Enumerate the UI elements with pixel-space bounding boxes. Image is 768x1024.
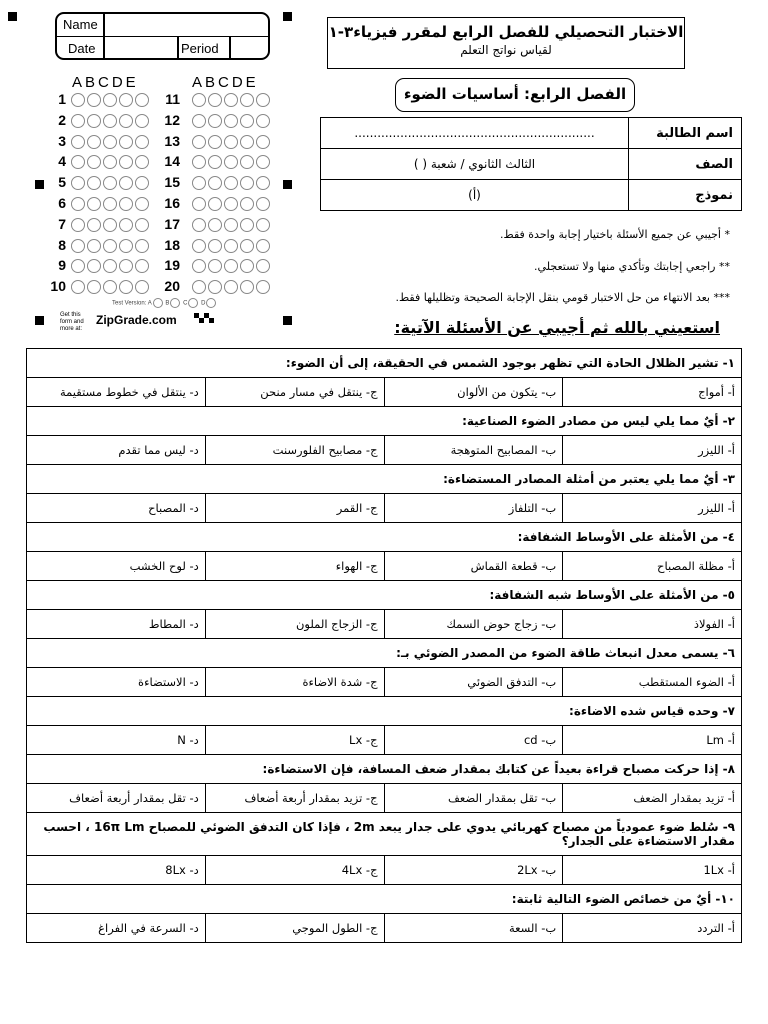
- answer-bubble[interactable]: [71, 135, 85, 149]
- registration-mark: [35, 180, 44, 189]
- answer-number: 16: [164, 195, 180, 211]
- answer-bubble[interactable]: [71, 155, 85, 169]
- answer-bubble[interactable]: [87, 135, 101, 149]
- answer-bubble[interactable]: [192, 93, 206, 107]
- options-row: [27, 378, 742, 407]
- answer-bubble[interactable]: [256, 93, 270, 107]
- answer-bubble[interactable]: [208, 239, 222, 253]
- option-d[interactable]: د- المطاط: [27, 610, 206, 639]
- answer-bubble[interactable]: [87, 197, 101, 211]
- option-a[interactable]: أ- أمواج: [563, 378, 742, 407]
- answer-bubble[interactable]: [103, 114, 117, 128]
- answer-bubble[interactable]: [192, 135, 206, 149]
- answer-bubble-row: [71, 218, 149, 232]
- model-value: (أ): [321, 180, 629, 211]
- answer-number: 2: [58, 111, 66, 128]
- answer-bubble[interactable]: [192, 176, 206, 190]
- option-a[interactable]: أ- الفولاذ: [563, 610, 742, 639]
- answer-bubble[interactable]: [256, 280, 270, 294]
- option-a[interactable]: أ- الليزر: [563, 436, 742, 465]
- answer-bubble[interactable]: [240, 135, 254, 149]
- question-text: ٢- أيٌ مما يلي ليس من مصادر الضوء الصناعية:: [27, 407, 742, 436]
- option-a[interactable]: أ- مظلة المصباح: [563, 552, 742, 581]
- registration-mark: [8, 12, 17, 21]
- answer-bubble[interactable]: [103, 239, 117, 253]
- option-a[interactable]: أ- الليزر: [563, 494, 742, 523]
- question-row: [27, 349, 742, 378]
- answer-bubble[interactable]: [224, 176, 238, 190]
- class-value: الثالث الثانوي / شعبة ( ): [321, 149, 629, 180]
- option-c[interactable]: ج- Lx: [205, 726, 384, 755]
- instruction-2: ** راجعي إجابتك وتأكدي منها ولا تستعجلي.: [534, 260, 730, 273]
- answer-bubble[interactable]: [224, 114, 238, 128]
- question-text: ١- تشير الظلال الحادة التي تظهر بوجود الشمس في الحقيقة، إلى أن الضوء:: [27, 349, 742, 378]
- student-info-table: [320, 117, 742, 211]
- zipgrade-prefix: Get this form and more at:: [60, 312, 84, 332]
- answer-bubble[interactable]: [119, 259, 133, 273]
- chapter-title: الفصل الرابع: أساسيات الضوء: [395, 78, 635, 112]
- option-c[interactable]: ج- الطول الموجي: [205, 914, 384, 943]
- answer-bubble[interactable]: [208, 155, 222, 169]
- answer-bubble[interactable]: [256, 135, 270, 149]
- question-text: ١٠- أيٌ من خصائص الضوء التالية ثابتة:: [27, 885, 742, 914]
- answer-number: 10: [50, 278, 66, 295]
- answer-number: 17: [164, 215, 180, 232]
- answer-bubble[interactable]: [135, 176, 149, 190]
- answer-bubble[interactable]: [71, 259, 85, 273]
- answer-bubble[interactable]: [256, 155, 270, 169]
- answer-bubble[interactable]: [256, 114, 270, 128]
- zipgrade-brand: ZipGrade.com: [96, 313, 177, 327]
- option-b[interactable]: ب- التدفق الضوئي: [384, 668, 563, 697]
- answer-bubble[interactable]: [135, 135, 149, 149]
- answer-bubble[interactable]: [103, 135, 117, 149]
- answer-bubble[interactable]: [119, 93, 133, 107]
- answer-bubble[interactable]: [135, 218, 149, 232]
- date-label: Date: [68, 41, 96, 56]
- answer-bubble[interactable]: [208, 280, 222, 294]
- answer-bubble[interactable]: [256, 176, 270, 190]
- answer-bubble[interactable]: [135, 93, 149, 107]
- answer-bubble[interactable]: [256, 197, 270, 211]
- question-row: [27, 581, 742, 610]
- option-a[interactable]: أ- 1Lx: [563, 856, 742, 885]
- question-row: [27, 465, 742, 494]
- answer-bubble[interactable]: [71, 114, 85, 128]
- answer-bubble[interactable]: [71, 218, 85, 232]
- answer-bubble[interactable]: [87, 93, 101, 107]
- answer-bubble[interactable]: [87, 218, 101, 232]
- answer-bubble[interactable]: [208, 114, 222, 128]
- options-row: [27, 914, 742, 943]
- answer-bubble[interactable]: [71, 280, 85, 294]
- answer-number: 1: [58, 91, 66, 107]
- option-b[interactable]: ب- زجاج حوض السمك: [384, 610, 563, 639]
- test-version-a: A: [147, 300, 152, 307]
- answer-bubble[interactable]: [192, 197, 206, 211]
- answer-number: 15: [164, 174, 180, 191]
- test-version-c: C: [183, 300, 188, 307]
- option-a[interactable]: أ- التردد: [563, 914, 742, 943]
- registration-mark: [35, 316, 44, 325]
- answer-bubble-row: [71, 239, 149, 253]
- answer-bubble[interactable]: [192, 218, 206, 232]
- answer-bubble-row: [192, 259, 270, 273]
- answer-bubble[interactable]: [103, 280, 117, 294]
- answer-bubble-row: [192, 239, 270, 253]
- answer-number: 3: [58, 132, 66, 149]
- answer-bubble[interactable]: [119, 280, 133, 294]
- option-c[interactable]: ج- الهواء: [205, 552, 384, 581]
- answer-bubble[interactable]: [135, 259, 149, 273]
- answer-bubble[interactable]: [208, 259, 222, 273]
- answer-bubble-row: [71, 135, 149, 149]
- options-row: [27, 784, 742, 813]
- answer-bubble[interactable]: [224, 155, 238, 169]
- answer-bubble[interactable]: [240, 155, 254, 169]
- option-c[interactable]: ج- 4Lx: [205, 856, 384, 885]
- column-letters-left: ABCDE: [72, 74, 139, 91]
- answer-bubble[interactable]: [224, 239, 238, 253]
- test-version-label: Test Version:: [112, 300, 147, 307]
- option-c[interactable]: ج- تزيد بمقدار أربعة أضعاف: [205, 784, 384, 813]
- answer-number: 19: [164, 257, 180, 274]
- options-row: [27, 668, 742, 697]
- answer-number: 20: [164, 278, 180, 295]
- answer-bubble[interactable]: [208, 197, 222, 211]
- registration-mark: [283, 180, 292, 189]
- name-date-box: [55, 12, 270, 60]
- answer-bubble[interactable]: [208, 135, 222, 149]
- question-row: [27, 813, 742, 856]
- registration-mark: [283, 12, 292, 21]
- answer-bubble[interactable]: [208, 218, 222, 232]
- exam-subtitle: لقياس نواتج التعلم: [460, 43, 552, 57]
- answer-bubble[interactable]: [135, 239, 149, 253]
- answer-bubble[interactable]: [103, 259, 117, 273]
- answer-number: 18: [164, 236, 180, 253]
- answer-number: 7: [58, 215, 66, 232]
- main-heading: استعيني بالله ثم أجيبي عن الأسئلة الآتية:: [394, 318, 720, 337]
- registration-mark: [283, 316, 292, 325]
- options-row: [27, 552, 742, 581]
- answer-bubble[interactable]: [71, 176, 85, 190]
- answer-number: 14: [164, 153, 180, 170]
- question-row: [27, 885, 742, 914]
- answer-bubble[interactable]: [103, 93, 117, 107]
- questions-table: [26, 348, 742, 943]
- options-row: [27, 726, 742, 755]
- option-c[interactable]: ج- ينتقل في مسار منحن: [205, 378, 384, 407]
- option-c[interactable]: ج- الزجاج الملون: [205, 610, 384, 639]
- question-text: ٦- يسمى معدل انبعاث طاقة الضوء من المصدر الضوئي بـ:: [27, 639, 742, 668]
- answer-bubble[interactable]: [240, 176, 254, 190]
- instruction-1: * أجيبي عن جميع الأسئلة باختيار إجابة واحدة فقط.: [500, 228, 730, 241]
- answer-bubble[interactable]: [119, 218, 133, 232]
- answer-bubble[interactable]: [135, 114, 149, 128]
- column-letters-right: ABCDE: [192, 74, 259, 91]
- answer-bubble[interactable]: [135, 280, 149, 294]
- answer-bubble[interactable]: [103, 155, 117, 169]
- answer-bubble[interactable]: [71, 197, 85, 211]
- answer-number: 5: [58, 174, 66, 191]
- answer-bubble[interactable]: [119, 176, 133, 190]
- answer-number: 12: [164, 111, 180, 128]
- answer-bubble[interactable]: [192, 114, 206, 128]
- answer-bubble-row: [71, 280, 149, 294]
- answer-bubble-row: [71, 155, 149, 169]
- option-c[interactable]: ج- مصابيح الفلورسنت: [205, 436, 384, 465]
- answer-bubble[interactable]: [240, 259, 254, 273]
- answer-number: 13: [164, 132, 180, 149]
- answer-bubble[interactable]: [192, 155, 206, 169]
- answer-bubble[interactable]: [87, 155, 101, 169]
- answer-bubble[interactable]: [87, 280, 101, 294]
- zipgrade-logo-icon: [194, 313, 214, 325]
- model-label: نموذج: [629, 180, 742, 211]
- answer-number: 11: [165, 91, 180, 107]
- answer-bubble-row: [192, 114, 270, 128]
- option-a[interactable]: أ- الضوء المستقطب: [563, 668, 742, 697]
- answer-bubble[interactable]: [192, 259, 206, 273]
- answer-bubble[interactable]: [240, 239, 254, 253]
- options-row: [27, 610, 742, 639]
- question-row: [27, 523, 742, 552]
- answer-bubble[interactable]: [240, 280, 254, 294]
- answer-bubble[interactable]: [240, 114, 254, 128]
- answer-bubble-row: [71, 93, 149, 107]
- test-version: [112, 298, 232, 308]
- answer-bubble[interactable]: [240, 197, 254, 211]
- option-d[interactable]: د- ينتقل في خطوط مستقيمة: [27, 378, 206, 407]
- answer-bubble[interactable]: [87, 239, 101, 253]
- question-text: ٤- من الأمثلة على الأوساط الشفافة:: [27, 523, 742, 552]
- answer-bubble[interactable]: [119, 114, 133, 128]
- answer-bubble[interactable]: [119, 197, 133, 211]
- answer-bubble[interactable]: [224, 218, 238, 232]
- answer-bubble[interactable]: [87, 259, 101, 273]
- answer-bubble[interactable]: [224, 259, 238, 273]
- answer-bubble[interactable]: [119, 239, 133, 253]
- option-d[interactable]: د- المصباح: [27, 494, 206, 523]
- option-b[interactable]: ب- التلفاز: [384, 494, 563, 523]
- option-d[interactable]: د- السرعة في الفراغ: [27, 914, 206, 943]
- option-c[interactable]: ج- شدة الاضاءة: [205, 668, 384, 697]
- answer-bubble-row: [71, 176, 149, 190]
- option-a[interactable]: أ- تزيد بمقدار الضعف: [563, 784, 742, 813]
- answer-number: 8: [58, 236, 66, 253]
- answer-bubble[interactable]: [192, 280, 206, 294]
- answer-bubble[interactable]: [119, 135, 133, 149]
- answer-bubble[interactable]: [103, 176, 117, 190]
- option-b[interactable]: ب- تقل بمقدار الضعف: [384, 784, 563, 813]
- answer-bubble[interactable]: [119, 155, 133, 169]
- question-row: [27, 755, 742, 784]
- answer-bubble[interactable]: [103, 218, 117, 232]
- option-b[interactable]: ب- قطعة القماش: [384, 552, 563, 581]
- answer-bubble[interactable]: [135, 155, 149, 169]
- option-b[interactable]: ب- يتكون من الألوان: [384, 378, 563, 407]
- answer-bubble-row: [71, 114, 149, 128]
- answer-bubble[interactable]: [224, 280, 238, 294]
- class-label: الصف: [629, 149, 742, 180]
- test-version-b: B: [165, 300, 170, 307]
- answer-bubble[interactable]: [256, 218, 270, 232]
- question-text: ٣- أيٌ مما يلي يعتبر من أمثلة المصادر المستضاءة:: [27, 465, 742, 494]
- answer-bubble[interactable]: [256, 259, 270, 273]
- answer-bubble-row: [192, 218, 270, 232]
- answer-bubble-row: [192, 176, 270, 190]
- answer-bubble[interactable]: [192, 239, 206, 253]
- answer-bubble-row: [71, 259, 149, 273]
- question-row: [27, 407, 742, 436]
- answer-bubble[interactable]: [71, 93, 85, 107]
- answer-bubble[interactable]: [224, 135, 238, 149]
- answer-bubble[interactable]: [208, 176, 222, 190]
- exam-title-box: [327, 17, 685, 69]
- answer-number: 6: [58, 195, 66, 211]
- answer-bubble-row: [71, 197, 149, 211]
- student-name-field[interactable]: ...............................................................: [321, 118, 629, 149]
- answer-bubble[interactable]: [224, 93, 238, 107]
- answer-bubble-row: [192, 93, 270, 107]
- option-d[interactable]: د- الاستضاءة: [27, 668, 206, 697]
- options-row: [27, 494, 742, 523]
- option-b[interactable]: ب- cd: [384, 726, 563, 755]
- option-b[interactable]: ب- 2Lx: [384, 856, 563, 885]
- answer-bubble[interactable]: [103, 197, 117, 211]
- options-row: [27, 856, 742, 885]
- answer-bubble[interactable]: [87, 176, 101, 190]
- answer-bubble[interactable]: [71, 239, 85, 253]
- instruction-3: *** بعد الانتهاء من حل الاختبار قومي بنقل الإجابة الصحيحة وتظليلها فقط.: [395, 291, 730, 304]
- question-text: ٩- سُلط ضوء عمودياً من مصباح كهربائي يدوي على جدار يبعد 2m ، فإذا كان التدفق الضوئي للمصباح 16π Lm ، احسب مقدار الاستضاءة على الجدار؟: [27, 813, 742, 856]
- option-b[interactable]: ب- السعة: [384, 914, 563, 943]
- test-version-d: D: [201, 300, 206, 307]
- answer-bubble-row: [192, 280, 270, 294]
- answer-bubble[interactable]: [87, 114, 101, 128]
- answer-bubble[interactable]: [240, 93, 254, 107]
- answer-bubble[interactable]: [256, 239, 270, 253]
- question-text: ٧- وحده قياس شده الاضاءة:: [27, 697, 742, 726]
- option-d[interactable]: د- تقل بمقدار أربعة أضعاف: [27, 784, 206, 813]
- option-d[interactable]: د- لوح الخشب: [27, 552, 206, 581]
- answer-bubble[interactable]: [240, 218, 254, 232]
- answer-bubble[interactable]: [135, 197, 149, 211]
- option-a[interactable]: أ- Lm: [563, 726, 742, 755]
- option-b[interactable]: ب- المصابيح المتوهجة: [384, 436, 563, 465]
- question-text: ٥- من الأمثلة على الأوساط شبه الشفافة:: [27, 581, 742, 610]
- answer-bubble[interactable]: [208, 93, 222, 107]
- exam-title: الاختبار التحصيلي للفصل الرابع لمقرر فيزياء٣-١: [328, 23, 684, 41]
- question-row: [27, 639, 742, 668]
- option-c[interactable]: ج- القمر: [205, 494, 384, 523]
- answer-bubble-row: [192, 155, 270, 169]
- options-row: [27, 436, 742, 465]
- option-d[interactable]: د- N: [27, 726, 206, 755]
- question-row: [27, 697, 742, 726]
- answer-bubble-row: [192, 197, 270, 211]
- question-text: ٨- إذا حركت مصباح قراءة بعيداً عن كتابك بمقدار ضعف المسافة، فإن الاستضاءة:: [27, 755, 742, 784]
- answer-bubble-row: [192, 135, 270, 149]
- option-d[interactable]: د- 8Lx: [27, 856, 206, 885]
- name-label: Name: [63, 17, 98, 32]
- option-d[interactable]: د- ليس مما تقدم: [27, 436, 206, 465]
- answer-number: 4: [58, 153, 66, 170]
- period-label: Period: [181, 41, 219, 56]
- answer-number: 9: [58, 257, 66, 274]
- student-name-label: اسم الطالبة: [629, 118, 742, 149]
- answer-bubble[interactable]: [224, 197, 238, 211]
